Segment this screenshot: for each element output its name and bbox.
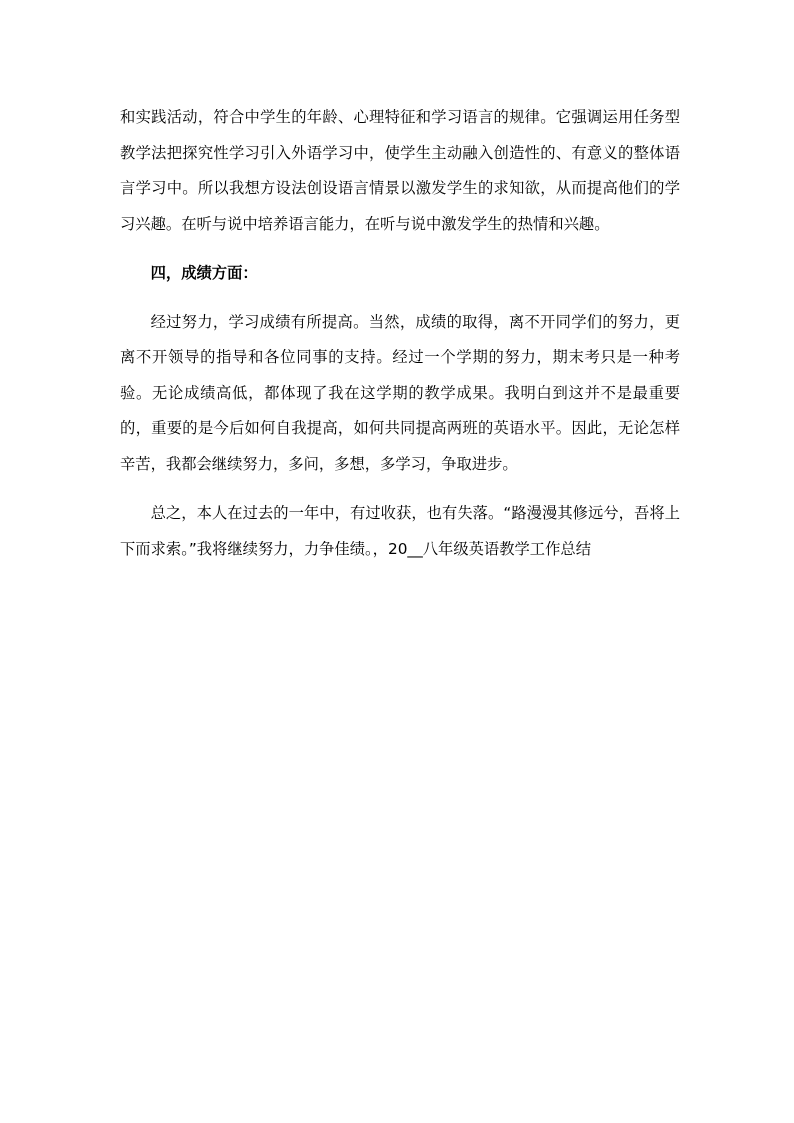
document-body [120,100,680,567]
paragraph-continued: 和实践活动，符合中学生的年龄、心理特征和学习语言的规律。它强调运用任务型教学法把探究性学习引入外语学习中，使学生主动融入创造性的、有意义的整体语言学习中。所以我想方设法创设语言情景以激发学生的求知欲，从而提高他们的学习兴趣。在听与说中培养语言能力，在听与说中激发学生的热情和兴趣。 [120,108,680,233]
paragraph-achievement: 经过努力，学习成绩有所提高。当然，成绩的取得，离不开同学们的努力，更离不开领导的指导和各位同事的支持。经过一个学期的努力，期末考只是一种考验。无论成绩高低，都体现了我在这学期的教学成果。我明白到这并不是最重要的，重要的是今后如何自我提高，如何共同提高两班的英语水平。因此，无论怎样辛苦，我都会继续努力，多问，多想，多学习，争取进步。 [120,312,680,473]
section-heading-achievement: 四，成绩方面： [150,264,258,282]
paragraph-conclusion: 总之，本人在过去的一年中，有过收获，也有失落。“路漫漫其修远兮，吾将上下而求索。”我将继续努力，力争佳绩。，20__八年级英语教学工作总结 [120,504,680,558]
